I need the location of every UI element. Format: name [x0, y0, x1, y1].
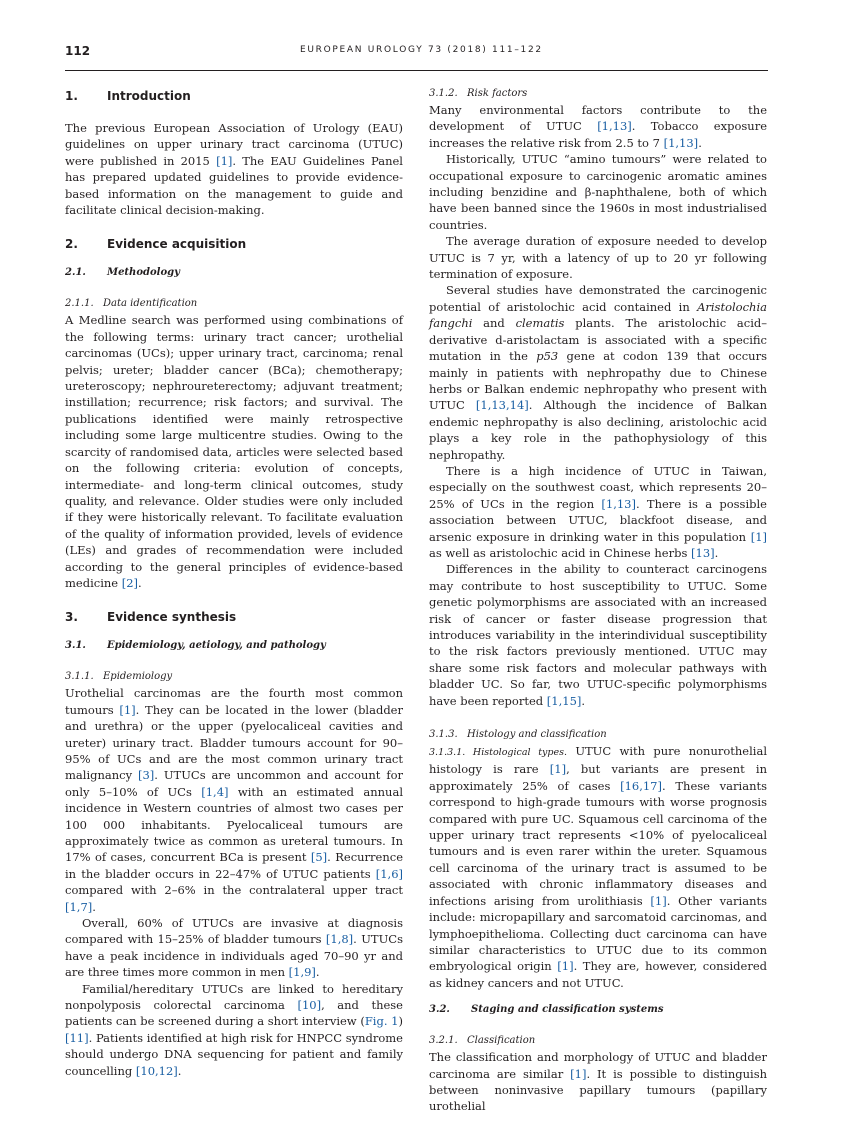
subsubsection-heading-risk-factors: 3.1.2. Risk factors: [429, 88, 528, 99]
citation[interactable]: [1,13]: [601, 496, 636, 511]
citation[interactable]: [16,17]: [620, 778, 662, 793]
risk-paragraph-5: There is a high incidence of UTUC in Taiwan, especially on the southwest coast, which represents 20–25% of UCs in the region [1,13]. There is a possible association between UTUC, blackfoot disease, and arsenic exposure in drinking water in this population [1] as well as aristolochic acid in Chinese herbs [13].: [429, 463, 767, 560]
citation[interactable]: [10]: [297, 998, 322, 1013]
citation[interactable]: [3]: [138, 768, 155, 783]
subsubsection-heading-histology: 3.1.3. Histology and classification: [429, 729, 607, 741]
citation[interactable]: [1,15]: [546, 693, 582, 708]
citation[interactable]: [11]: [65, 1030, 89, 1045]
citation[interactable]: [1,13]: [597, 119, 632, 134]
risk-paragraph-1: Many environmental factors contribute to the development of UTUC [1,13]. Tobacco exposure increases the relative risk from 2.5 to 7 [1,13].: [429, 103, 767, 150]
classification-paragraph: The classification and morphology of UTUC and bladder carcinoma are similar [1]. It is possible to distinguish between noninvasive papillary tumours (papillary urothelial: [429, 1050, 768, 1114]
risk-paragraph-3: The average duration of exposure needed to develop UTUC is 7 yr, with a latency of up to 20 yr following termination of exposure.: [429, 234, 767, 282]
epidemiology-paragraph-1: Urothelial carcinomas are the fourth most common tumours [1]. They can be located in the lower (bladder and urethra) or the upper (pyelocaliceal cavities and ureter) urinary tract. Bladder tumours account for 90–95% of UCs and are the most common urinary tract malignancy [3]. UTUCs are uncommon and account for only 5–10% of UCs [1,4] with an estimated annual incidence in Western countries of almost two cases per 100 000 inhabitants. Pyelocaliceal tumours are approximately twice as common as ureteral tumours. In 17% of cases, concurrent BCa is present [5]. Recurrence in the bladder occurs in 22–47% of UTUC patients [1,6] compared with 2–6% in the contralateral upper tract [1,7].: [65, 686, 404, 914]
citation[interactable]: [1,9]: [288, 965, 316, 980]
citation[interactable]: [1]: [650, 893, 667, 908]
paragraph-heading-histological-types: 3.1.3.1. Histological types.: [429, 747, 568, 759]
citation[interactable]: [1]: [216, 153, 233, 168]
risk-paragraph-6: Differences in the ability to counteract carcinogens may contribute to host susceptibility to UTUC. Some genetic polymorphisms are associated with an increased risk of cancer or faster disease progression that introduces variability in the interindividual susceptibility to the risk factors previously mentioned. UTUC may share some risk factors and molecular pathways with bladder UC. So far, two UTUC-specific polymorphisms have been reported [1,15].: [429, 562, 767, 708]
methods-paragraph: A Medline search was performed using combinations of the following terms: urinary tract cancer; urothelial carcinomas (UCs); upper urinary tract, carcinoma; renal pelvis; ureter; bladder cancer (BCa); chemotherapy; ureteroscopy; nephroureterectomy; adjuvant treatment; instillation; recurrence; risk factors; and survival. The publications identified were mainly retrospective including some large multicentre studies. Owing to the scarcity of randomised data, articles were selected based on the following criteria: evolution of concepts, intermediate- and long-term clinical outcomes, study quality, and relevance. Older studies were only included if they were historically relevant. To facilitate evaluation of the quality of information provided, levels of evidence (LEs) and grades of recommendation were included according to the general principles of evidence-based medicine [2].: [65, 313, 403, 590]
page-number: 112: [65, 44, 91, 58]
citation[interactable]: [1]: [549, 762, 567, 777]
citation[interactable]: [1]: [557, 959, 574, 974]
citation[interactable]: [13]: [691, 545, 715, 560]
left-column: [65, 86, 403, 1079]
subsection-heading-staging: 3.2. Staging and classification systems: [429, 1004, 664, 1016]
citation[interactable]: [1]: [750, 529, 767, 544]
citation[interactable]: [10,12]: [135, 1063, 178, 1078]
subsubsection-heading-epidemiology: 3.1.1. Epidemiology: [65, 671, 173, 683]
right-column: [429, 86, 767, 1115]
header-rule: [65, 70, 768, 71]
citation[interactable]: [5]: [310, 850, 328, 865]
figure-link[interactable]: Fig. 1: [364, 1014, 399, 1029]
epidemiology-paragraph-2: Overall, 60% of UTUCs are invasive at diagnosis compared with 15–25% of bladder tumours [1,8]. UTUCs have a peak incidence in individuals aged 70–90 yr and are three times more common in men [1,9].: [65, 916, 403, 980]
subsubsection-heading-data-identification: 2.1.1. Data identification: [65, 298, 198, 310]
citation[interactable]: [2]: [121, 575, 139, 590]
citation[interactable]: [1,8]: [325, 932, 354, 947]
citation[interactable]: [1]: [119, 702, 136, 717]
intro-paragraph: The previous European Association of Urology (EAU) guidelines on upper urinary tract carcinoma (UTUC) were published in 2015 [1]. The EAU Guidelines Panel has prepared updated guidelines to provide evidence-based information on the management to guide and facilitate clinical decision-making.: [65, 121, 403, 218]
citation[interactable]: [1,13,14]: [475, 398, 529, 413]
running-header: EUROPEAN UROLOGY 73 (2018) 111–122: [300, 45, 543, 55]
citation[interactable]: [1,7]: [65, 899, 93, 914]
citation[interactable]: [1,6]: [375, 866, 403, 881]
risk-paragraph-4: Several studies have demonstrated the carcinogenic potential of aristolochic acid contained in Aristolochia fangchi and clematis plants. The aristolochic acid–derivative d-aristolactam is associated with a specific mutation in the p53 gene at codon 139 that occurs mainly in patients with nephropathy due to Chinese herbs or Balkan endemic nephropathy who present with UTUC [1,13,14]. Although the incidence of Balkan endemic nephropathy is also declining, aristolochic acid plays a key role in the pathophysiology of this nephropathy.: [429, 283, 768, 462]
risk-paragraph-2: Historically, UTUC “amino tumours” were related to occupational exposure to carcinogenic aromatic amines including benzidine and β-naphthalene, both of which have been banned since the 1960s in most industrialised countries.: [429, 152, 767, 232]
subsubsection-heading-classification: 3.2.1. Classification: [429, 1035, 536, 1047]
histology-paragraph: 3.1.3.1. Histological types. UTUC with pure nonurothelial histology is rare [1], but variants are present in approximately 25% of cases [16,17]. These variants correspond to high-grade tumours with worse prognosis compared with pure UC. Squamous cell carcinoma of the upper urinary tract represents <10% of pyelocaliceal tumours and is even rarer within the ureter. Squamous cell carcinoma of the urinary tract is assumed to be associated with chronic inflammatory diseases and infections arising from urolithiasis [1]. Other variants include: micropapillary and sarcomatoid carcinomas, and lymphoepithelioma. Collecting duct carcinoma can have similar characteristics to UTUC due to its common embryological origin [1]. They are, however, considered as kidney cancers and not UTUC.: [429, 744, 767, 990]
section-heading-evidence-synthesis: 3. Evidence synthesis: [65, 610, 237, 625]
epidemiology-paragraph-3: Familial/hereditary UTUCs are linked to hereditary nonpolyposis colorectal carcinoma [10], and these patients can be screened during a short interview (Fig. 1) [11]. Patients identified at high risk for HNPCC syndrome should undergo DNA sequencing for patient and family councelling [10,12].: [65, 981, 403, 1078]
citation[interactable]: [1,13]: [663, 135, 699, 150]
citation[interactable]: [1,4]: [201, 784, 229, 799]
subsection-heading-methodology: 2.1. Methodology: [65, 267, 180, 279]
section-heading-evidence-acquisition: 2. Evidence acquisition: [65, 237, 247, 252]
section-heading-introduction: 1. Introduction: [65, 89, 191, 103]
citation[interactable]: [1]: [570, 1066, 587, 1081]
subsection-heading-epidemiology-aetiology-pathology: 3.1. Epidemiology, aetiology, and pathology: [65, 640, 326, 652]
